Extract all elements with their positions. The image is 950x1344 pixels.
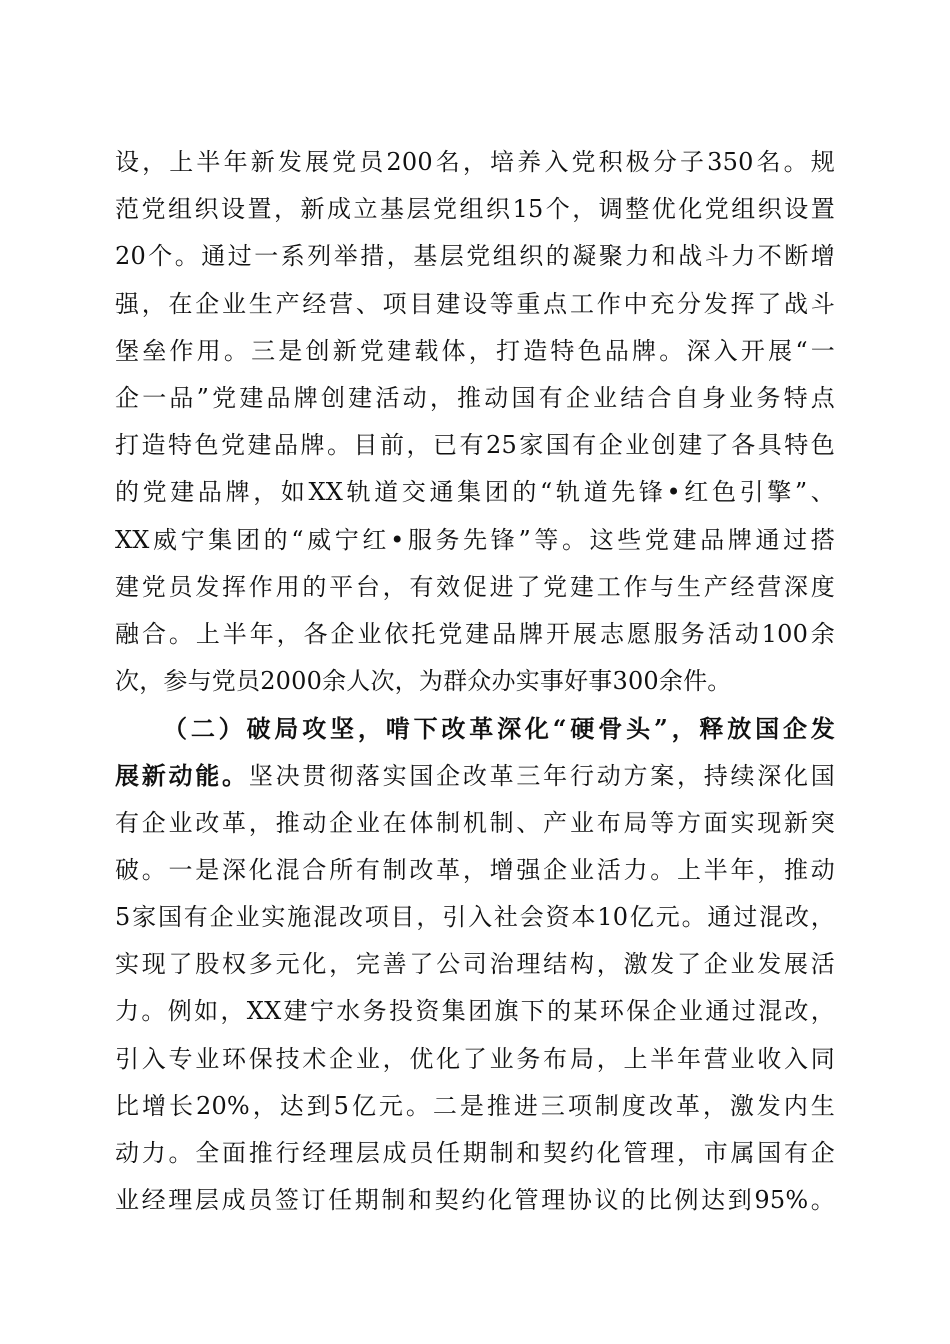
text-line: 建党员发挥作用的平台，有效促进了党建工作与生产经营深度 [115,572,835,601]
text-line: 有企业改革，推动企业在体制机制、产业布局等方面实现新突 [115,808,835,837]
text-line: 企一品”党建品牌创建活动，推动国有企业结合自身业务特点 [115,383,835,412]
text-line: XX威宁集团的“威宁红•服务先锋”等。这些党建品牌通过搭 [115,525,835,554]
paragraph-last-line: 次，参与党员2000余人次，为群众办实事好事300余件。 [115,667,732,696]
text-line: 堡垒作用。三是创新党建载体，打造特色品牌。深入开展“一 [115,336,835,365]
section-heading-tail: 展新动能。 [115,761,249,791]
text-line: 范党组织设置，新成立基层党组织15个，调整优化党组织设置 [115,195,835,224]
section-heading: （二）破局攻坚，啃下改革深化“硬骨头”，释放国企发 [163,714,835,744]
text-line: 力。例如，XX建宁水务投资集团旗下的某环保企业通过混改， [115,997,835,1026]
text-line: 20个。通过一系列举措，基层党组织的凝聚力和战斗力不断增 [115,242,835,271]
text-line: 打造特色党建品牌。目前，已有25家国有企业创建了各具特色 [115,431,835,460]
text-line: 融合。上半年，各企业依托党建品牌开展志愿服务活动100余 [115,619,835,648]
text-line: 强，在企业生产经营、项目建设等重点工作中充分发挥了战斗 [115,289,835,318]
text-line: 动力。全面推行经理层成员任期制和契约化管理，市属国有企 [115,1138,835,1167]
section-heading-continuation [115,752,835,799]
section-text: 坚决贯彻落实国企改革三年行动方案，持续深化国 [248,762,835,791]
text-line: 引入专业环保技术企业，优化了业务布局，上半年营业收入同 [115,1044,835,1073]
text-line: 实现了股权多元化，完善了公司治理结构，激发了企业发展活 [115,950,835,979]
body-text [115,139,835,1224]
text-line: 设，上半年新发展党员200名，培养入党积极分子350名。规 [115,148,835,176]
text-line: 比增长20%，达到5亿元。二是推进三项制度改革，激发内生 [115,1091,835,1120]
text-line: 5家国有企业实施混改项目，引入社会资本10亿元。通过混改， [115,903,835,931]
text-line: 的党建品牌，如XX轨道交通集团的“轨道先锋•红色引擎”、 [115,478,835,507]
text-line: 业经理层成员签订任期制和契约化管理协议的比例达到95%。 [115,1186,835,1215]
text-line: 破。一是深化混合所有制改革，增强企业活力。上半年，推动 [115,855,835,884]
